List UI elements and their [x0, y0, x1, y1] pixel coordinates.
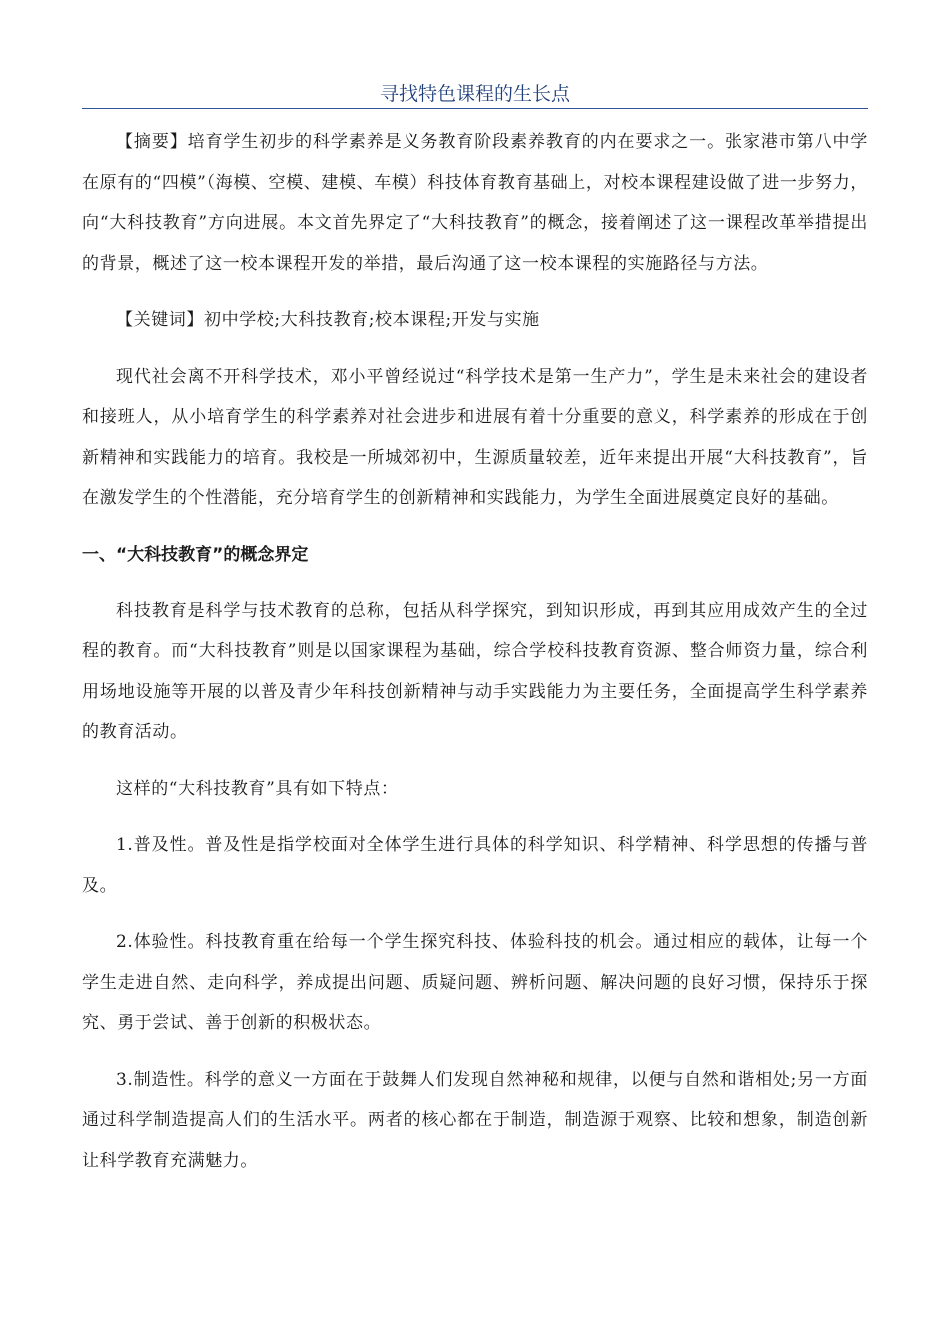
intro-paragraph: 现代社会离不开科学技术，邓小平曾经说过“科学技术是第一生产力”，学生是未来社会的建设者和接班人，从小培育学生的科学素养对社会进步和进展有着十分重要的意义，科学素养的形成在于创新精神和实践能力的培育。我校是一所城郊初中，生源质量较差，近年来提出开展“大科技教育”，旨在激发学生的个性潜能，充分培育学生的创新精神和实践能力，为学生全面进展奠定良好的基础。: [82, 366, 868, 508]
definition-paragraph: 科技教育是科学与技术教育的总称，包括从科学探究，到知识形成，再到其应用成效产生的全过程的教育。而“大科技教育”则是以国家课程为基础，综合学校科技教育资源、整合师资力量，综合利用场地设施等开展的以普及青少年科技创新精神与动手实践能力为主要任务，全面提高学生科学素养的教育活动。: [82, 600, 868, 742]
section-heading: 一、“大科技教育”的概念界定: [82, 544, 309, 565]
abstract-paragraph: [82, 122, 868, 284]
feature-item-1: 1.普及性。普及性是指学校面对全体学生进行具体的科学知识、科学精神、科学思想的传播与普及。: [82, 835, 868, 896]
feature-item-3: 3.制造性。科学的意义一方面在于鼓舞人们发现自然神秘和规律，以便与自然和谐相处;另一方面通过科学制造提高人们的生活水平。两者的核心都在于制造，制造源于观察、比较和想象，制造创新让科学教育充满魅力。: [82, 1069, 868, 1171]
document-body: [82, 122, 868, 1181]
keywords-text: 初中学校;大科技教育;校本课程;开发与实施: [204, 310, 540, 330]
keywords-label: 【关键词】: [116, 310, 204, 330]
header-divider: [82, 108, 868, 109]
abstract-text: 培育学生初步的科学素养是义务教育阶段素养教育的内在要求之一。张家港市第八中学在原有的“四模”（海模、空模、建模、车模）科技体育教育基础上，对校本课程建设做了进一步努力，向“大科技教育”方向进展。本文首先界定了“大科技教育”的概念，接着阐述了这一课程改革举措提出的背景，概述了这一校本课程开发的举措，最后沟通了这一校本课程的实施路径与方法。: [82, 132, 868, 274]
features-intro-paragraph: 这样的“大科技教育”具有如下特点：: [116, 778, 399, 799]
page-title: 寻找特色课程的生长点: [379, 83, 570, 105]
abstract-label: 【摘要】: [116, 132, 188, 152]
feature-item-2: 2.体验性。科技教育重在给每一个学生探究科技、体验科技的机会。通过相应的载体，让每一个学生走进自然、走向科学，养成提出问题、质疑问题、辨析问题、解决问题的良好习惯，保持乐于探究、勇于尝试、善于创新的积极状态。: [82, 932, 868, 1033]
keywords-paragraph: [82, 300, 868, 341]
